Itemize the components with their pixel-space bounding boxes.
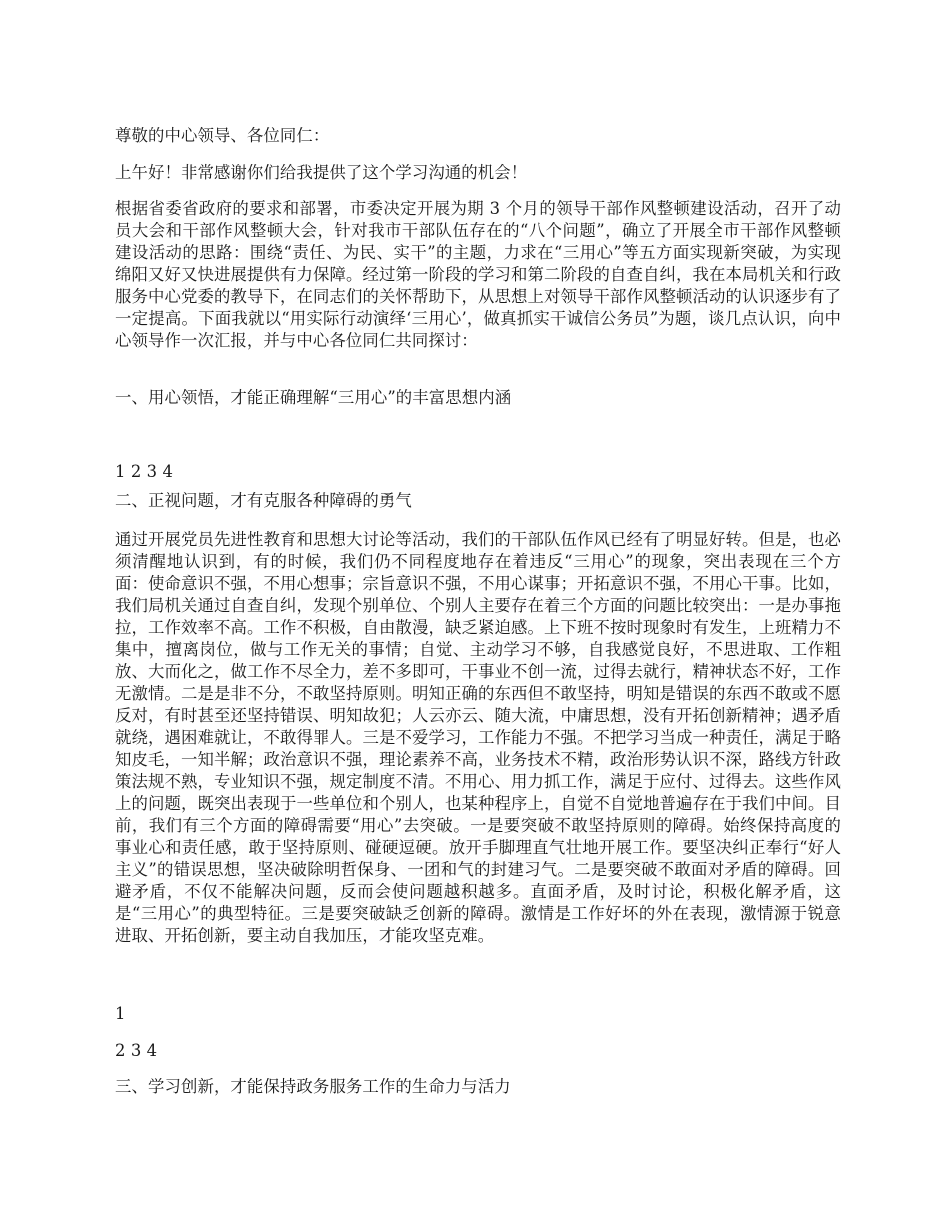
section-heading-3: 三、学习创新，才能保持政务服务工作的生命力与活力: [115, 1077, 511, 1096]
section-heading-2: 二、正视问题，才有克服各种障碍的勇气: [115, 491, 412, 510]
section-heading-1: 一、用心领悟，才能正确理解“三用心”的丰富思想内涵: [115, 388, 512, 407]
intro-paragraph: 根据省委省政府的要求和部署，市委决定开展为期 3 个月的领导干部作风整顿建设活动，召开了动员大会和干部作风整顿大会，针对我市干部队伍存在的“八个问题”，确立了开展全市干部作风整顿建设活动的思路：围绕“责任、为民、实干”的主题，力求在“三用心”等五方面实现新突破，为实现绵阳又好又快进展提供有力保障。经过第一阶段的学习和第二阶段的自查自纠，我在本局机关和行政服务中心党委的教导下，在同志们的关怀帮助下，从思想上对领导干部作风整顿活动的认识逐步有了一定提高。下面我就以“用实际行动演绎‘三用心’，做真抓实干诚信公务员”为题，谈几点认识，向中心领导作一次汇报，并与中心各位同仁共同探讨：: [115, 199, 841, 350]
page-marker-1: 1 2 3 4: [115, 462, 174, 481]
greeting: 上午好！非常感谢你们给我提供了这个学习沟通的机会！: [115, 163, 528, 182]
salutation: 尊敬的中心领导、各位同仁：: [115, 126, 330, 145]
section-2-body: 通过开展党员先进性教育和思想大讨论等活动，我们的干部队伍作风已经有了明显好转。但是，也必须清醒地认识到，有的时候，我们仍不同程度地存在着违反“三用心”的现象，突出表现在三个方面：使命意识不强，不用心想事；宗旨意识不强，不用心谋事；开拓意识不强，不用心干事。比如，我们局机关通过自查自纠，发现个别单位、个别人主要存在着三个方面的问题比较突出：一是办事拖拉，工作效率不高。工作不积极，自由散漫，缺乏紧迫感。上下班不按时现象时有发生，上班精力不集中，擅离岗位，做与工作无关的事情；自觉、主动学习不够，自我感觉良好，不思进取、工作粗放、大而化之，做工作不尽全力，差不多即可，干事业不创一流，过得去就行，精神状态不好，工作无激情。二是是非不分，不敢坚持原则。明知正确的东西但不敢坚持，明知是错误的东西不敢或不愿反对，有时甚至还坚持错误、明知故犯；人云亦云、随大流，中庸思想，没有开拓创新精神；遇矛盾就绕，遇困难就让，不敢得罪人。三是不爱学习，工作能力不强。不把学习当成一种责任，满足于略知皮毛，一知半解；政治意识不强，理论素养不高，业务技术不精，政治形势认识不深，路线方针政策法规不熟，专业知识不强，规定制度不清。不用心、用力抓工作，满足于应付、过得去。这些作风上的问题，既突出表现于一些单位和个别人，也某种程序上，自觉不自觉地普遍存在于我们中间。目前，我们有三个方面的障碍需要“用心”去突破。一是要突破不敢坚持原则的障碍。始终保持高度的事业心和责任感，敢于坚持原则、碰硬逗硬。放开手脚理直气壮地开展工作。要坚决纠正奉行“好人主义”的错误思想，坚决破除明哲保身、一团和气的封建习气。二是要突破不敢面对矛盾的障碍。回避矛盾，不仅不能解决问题，反而会使问题越积越多。直面矛盾，及时讨论，积极化解矛盾，这是“三用心”的典型特征。三是要突破缺乏创新的障碍。激情是工作好坏的外在表现，激情源于锐意进取、开拓创新，要主动自我加压，才能攻坚克难。: [115, 530, 841, 945]
page-marker-3: 2 3 4: [115, 1041, 158, 1060]
page-marker-2: 1: [115, 1004, 126, 1023]
